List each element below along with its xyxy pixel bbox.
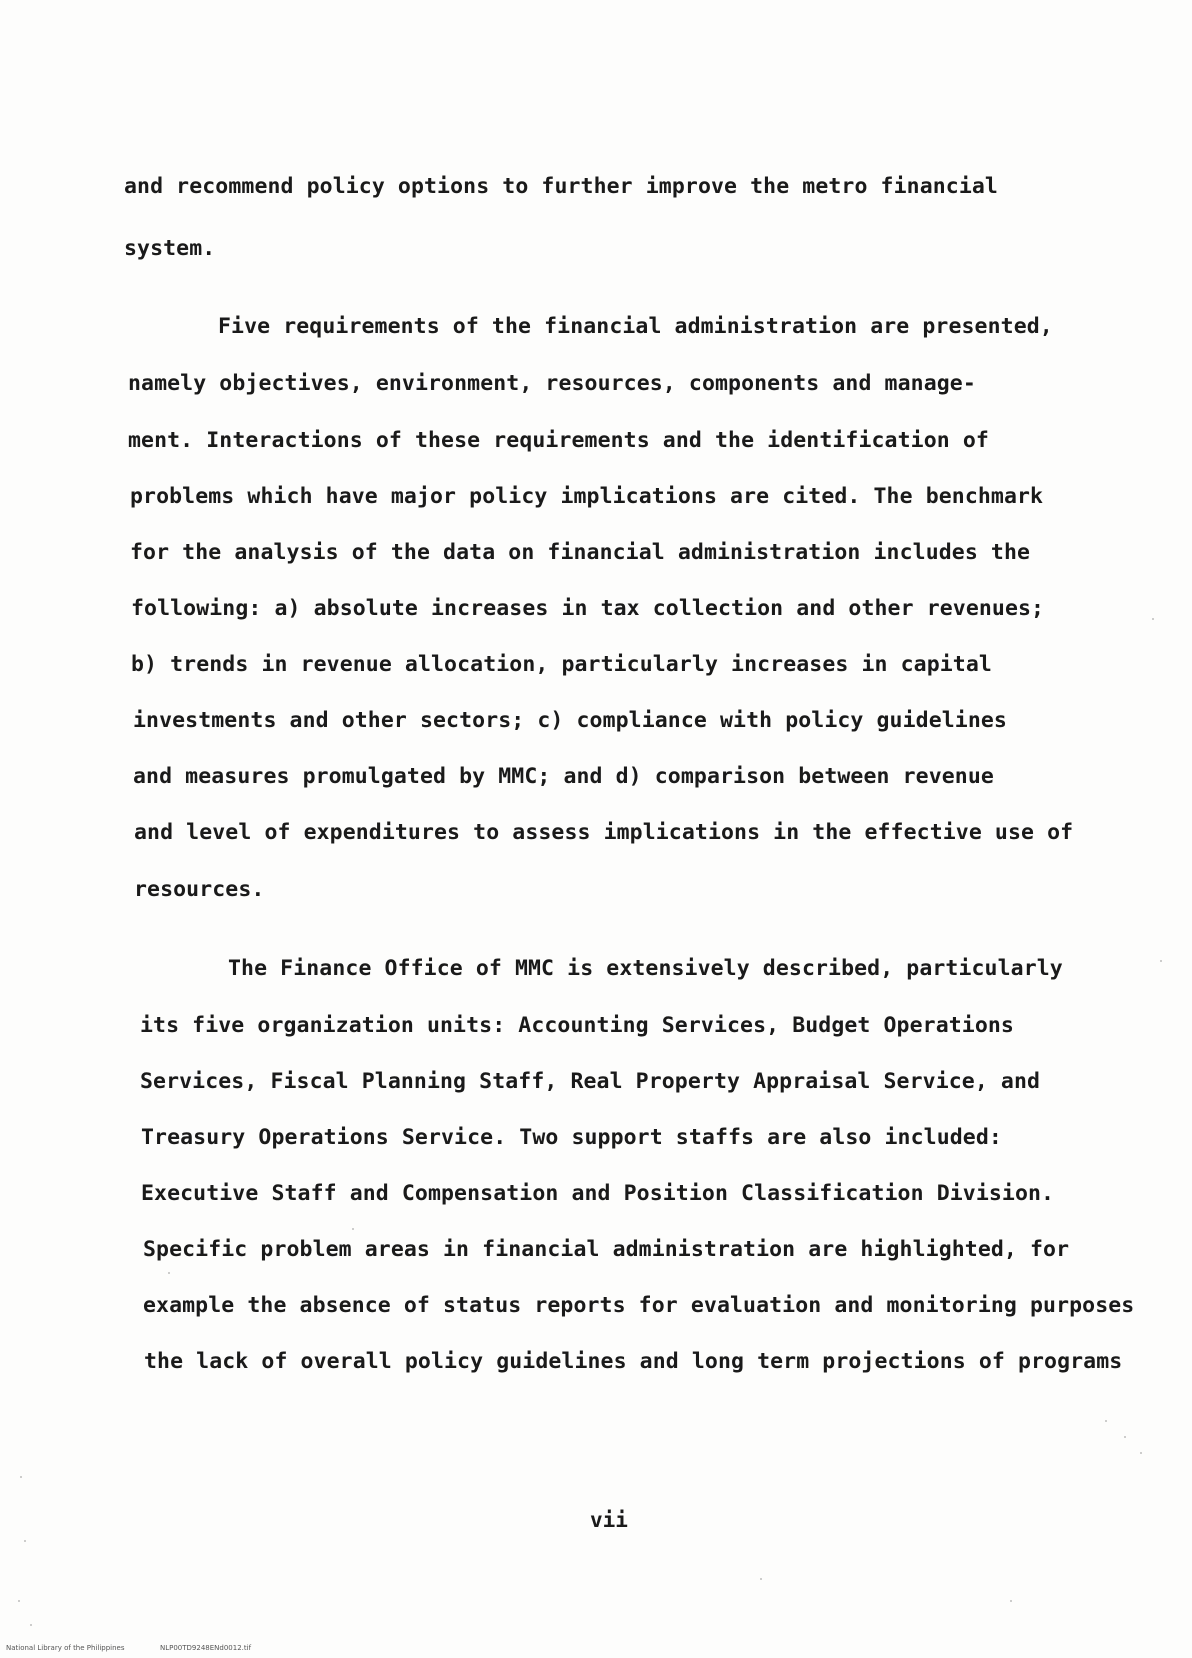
text-line: Treasury Operations Service. Two support staffs are also included: bbox=[141, 1125, 1002, 1150]
text-line: problems which have major policy implications are cited. The benchmark bbox=[130, 484, 1044, 509]
text-line: following: a) absolute increases in tax collection and other revenues; bbox=[131, 596, 1045, 621]
scan-speckle bbox=[352, 1228, 354, 1230]
text-line: The Finance Office of MMC is extensively described, particularly bbox=[228, 956, 1063, 981]
text-line: and level of expenditures to assess implications in the effective use of bbox=[134, 820, 1074, 845]
scan-speckle bbox=[1105, 1420, 1107, 1422]
scan-speckle bbox=[1160, 960, 1162, 962]
text-line: b) trends in revenue allocation, particularly increases in capital bbox=[131, 652, 992, 677]
text-line: Specific problem areas in financial administration are highlighted, for bbox=[143, 1237, 1070, 1262]
text-line: ment. Interactions of these requirements and the identification of bbox=[128, 428, 989, 453]
text-line: and recommend policy options to further improve the metro financial bbox=[124, 174, 998, 199]
text-line: its five organization units: Accounting Services, Budget Operations bbox=[140, 1013, 1014, 1038]
scan-speckle bbox=[1124, 1436, 1126, 1438]
text-line: system. bbox=[124, 236, 216, 261]
scan-speckle bbox=[30, 1624, 32, 1626]
text-line: resources. bbox=[134, 877, 265, 902]
text-line: namely objectives, environment, resources, components and manage- bbox=[128, 371, 976, 396]
text-line: and measures promulgated by MMC; and d) comparison between revenue bbox=[133, 764, 994, 789]
text-line: example the absence of status reports for evaluation and monitoring purposes bbox=[143, 1293, 1135, 1318]
scan-speckle bbox=[20, 1476, 22, 1478]
text-line: Five requirements of the financial administration are presented, bbox=[218, 314, 1053, 339]
text-line: for the analysis of the data on financial administration includes the bbox=[130, 540, 1031, 565]
scan-speckle bbox=[168, 1272, 170, 1274]
text-line: Executive Staff and Compensation and Position Classification Division. bbox=[141, 1181, 1055, 1206]
scan-speckle bbox=[18, 1600, 20, 1602]
text-line: Services, Fiscal Planning Staff, Real Property Appraisal Service, and bbox=[140, 1069, 1041, 1094]
page-number: vii bbox=[590, 1508, 628, 1532]
footer-file-label: NLP00TD9248ENd0012.tif bbox=[160, 1644, 252, 1652]
scan-speckle bbox=[1010, 1600, 1012, 1602]
scan-speckle bbox=[1140, 1452, 1142, 1454]
footer-library-label: National Library of the Philippines bbox=[6, 1644, 125, 1652]
scan-speckle bbox=[24, 1540, 26, 1542]
scan-speckle bbox=[1152, 618, 1154, 620]
text-line: investments and other sectors; c) compliance with policy guidelines bbox=[133, 708, 1007, 733]
scan-speckle bbox=[760, 1578, 762, 1580]
text-line: the lack of overall policy guidelines and long term projections of programs bbox=[144, 1349, 1123, 1374]
